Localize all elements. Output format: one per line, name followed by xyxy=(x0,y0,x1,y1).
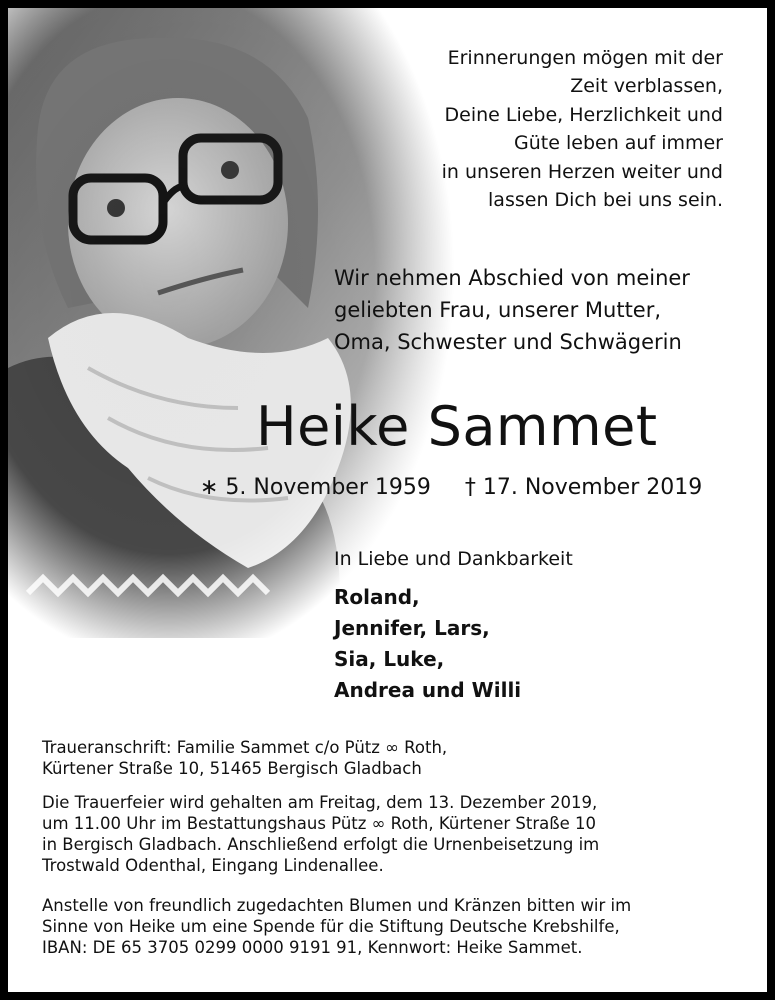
poem-line: Deine Liebe, Herzlichkeit und xyxy=(444,103,723,126)
mourning-address xyxy=(42,737,733,779)
service-line: in Bergisch Gladbach. Anschließend erfolgt die Urnenbeisetzung im xyxy=(42,835,600,854)
family-line: Sia, Luke, xyxy=(334,647,445,671)
birth-date: ∗ 5. November 1959 xyxy=(200,475,431,500)
family-line: Andrea und Willi xyxy=(334,678,522,702)
poem xyxy=(442,44,723,214)
thanks-line: In Liebe und Dankbarkeit xyxy=(334,548,573,570)
funeral-service-info xyxy=(42,792,733,876)
family-names xyxy=(334,582,521,706)
farewell-intro xyxy=(334,262,690,358)
poem-line: Güte leben auf immer xyxy=(514,132,723,155)
intro-line: geliebten Frau, unserer Mutter, xyxy=(334,298,662,322)
service-line: Trostwald Odenthal, Eingang Lindenallee. xyxy=(42,856,384,875)
poem-line: Zeit verblassen, xyxy=(570,75,723,98)
family-line: Roland, xyxy=(334,585,420,609)
donation-line: Anstelle von freundlich zugedachten Blumen und Kränzen bitten wir im xyxy=(42,896,632,915)
address-line: Kürtener Straße 10, 51465 Bergisch Gladbach xyxy=(42,759,422,778)
family-line: Jennifer, Lars, xyxy=(334,616,490,640)
address-line: Traueranschrift: Familie Sammet c/o Pütz ∞ Roth, xyxy=(42,738,448,757)
poem-line: in unseren Herzen weiter und xyxy=(441,160,723,183)
poem-line: lassen Dich bei uns sein. xyxy=(488,189,723,212)
life-dates xyxy=(200,475,702,500)
obituary-notice xyxy=(8,8,767,992)
service-line: Die Trauerfeier wird gehalten am Freitag, dem 13. Dezember 2019, xyxy=(42,793,598,812)
donation-line: IBAN: DE 65 3705 0299 0000 9191 91, Kennwort: Heike Sammet. xyxy=(42,938,583,957)
intro-line: Wir nehmen Abschied von meiner xyxy=(334,266,690,290)
service-line: um 11.00 Uhr im Bestattungshaus Pütz ∞ Roth, Kürtener Straße 10 xyxy=(42,814,596,833)
death-date: † 17. November 2019 xyxy=(464,475,703,500)
deceased-name: Heike Sammet xyxy=(256,395,658,458)
intro-line: Oma, Schwester und Schwägerin xyxy=(334,330,682,354)
donation-request xyxy=(42,895,733,958)
donation-line: Sinne von Heike um eine Spende für die Stiftung Deutsche Krebshilfe, xyxy=(42,917,620,936)
poem-line: Erinnerungen mögen mit der xyxy=(447,47,723,69)
